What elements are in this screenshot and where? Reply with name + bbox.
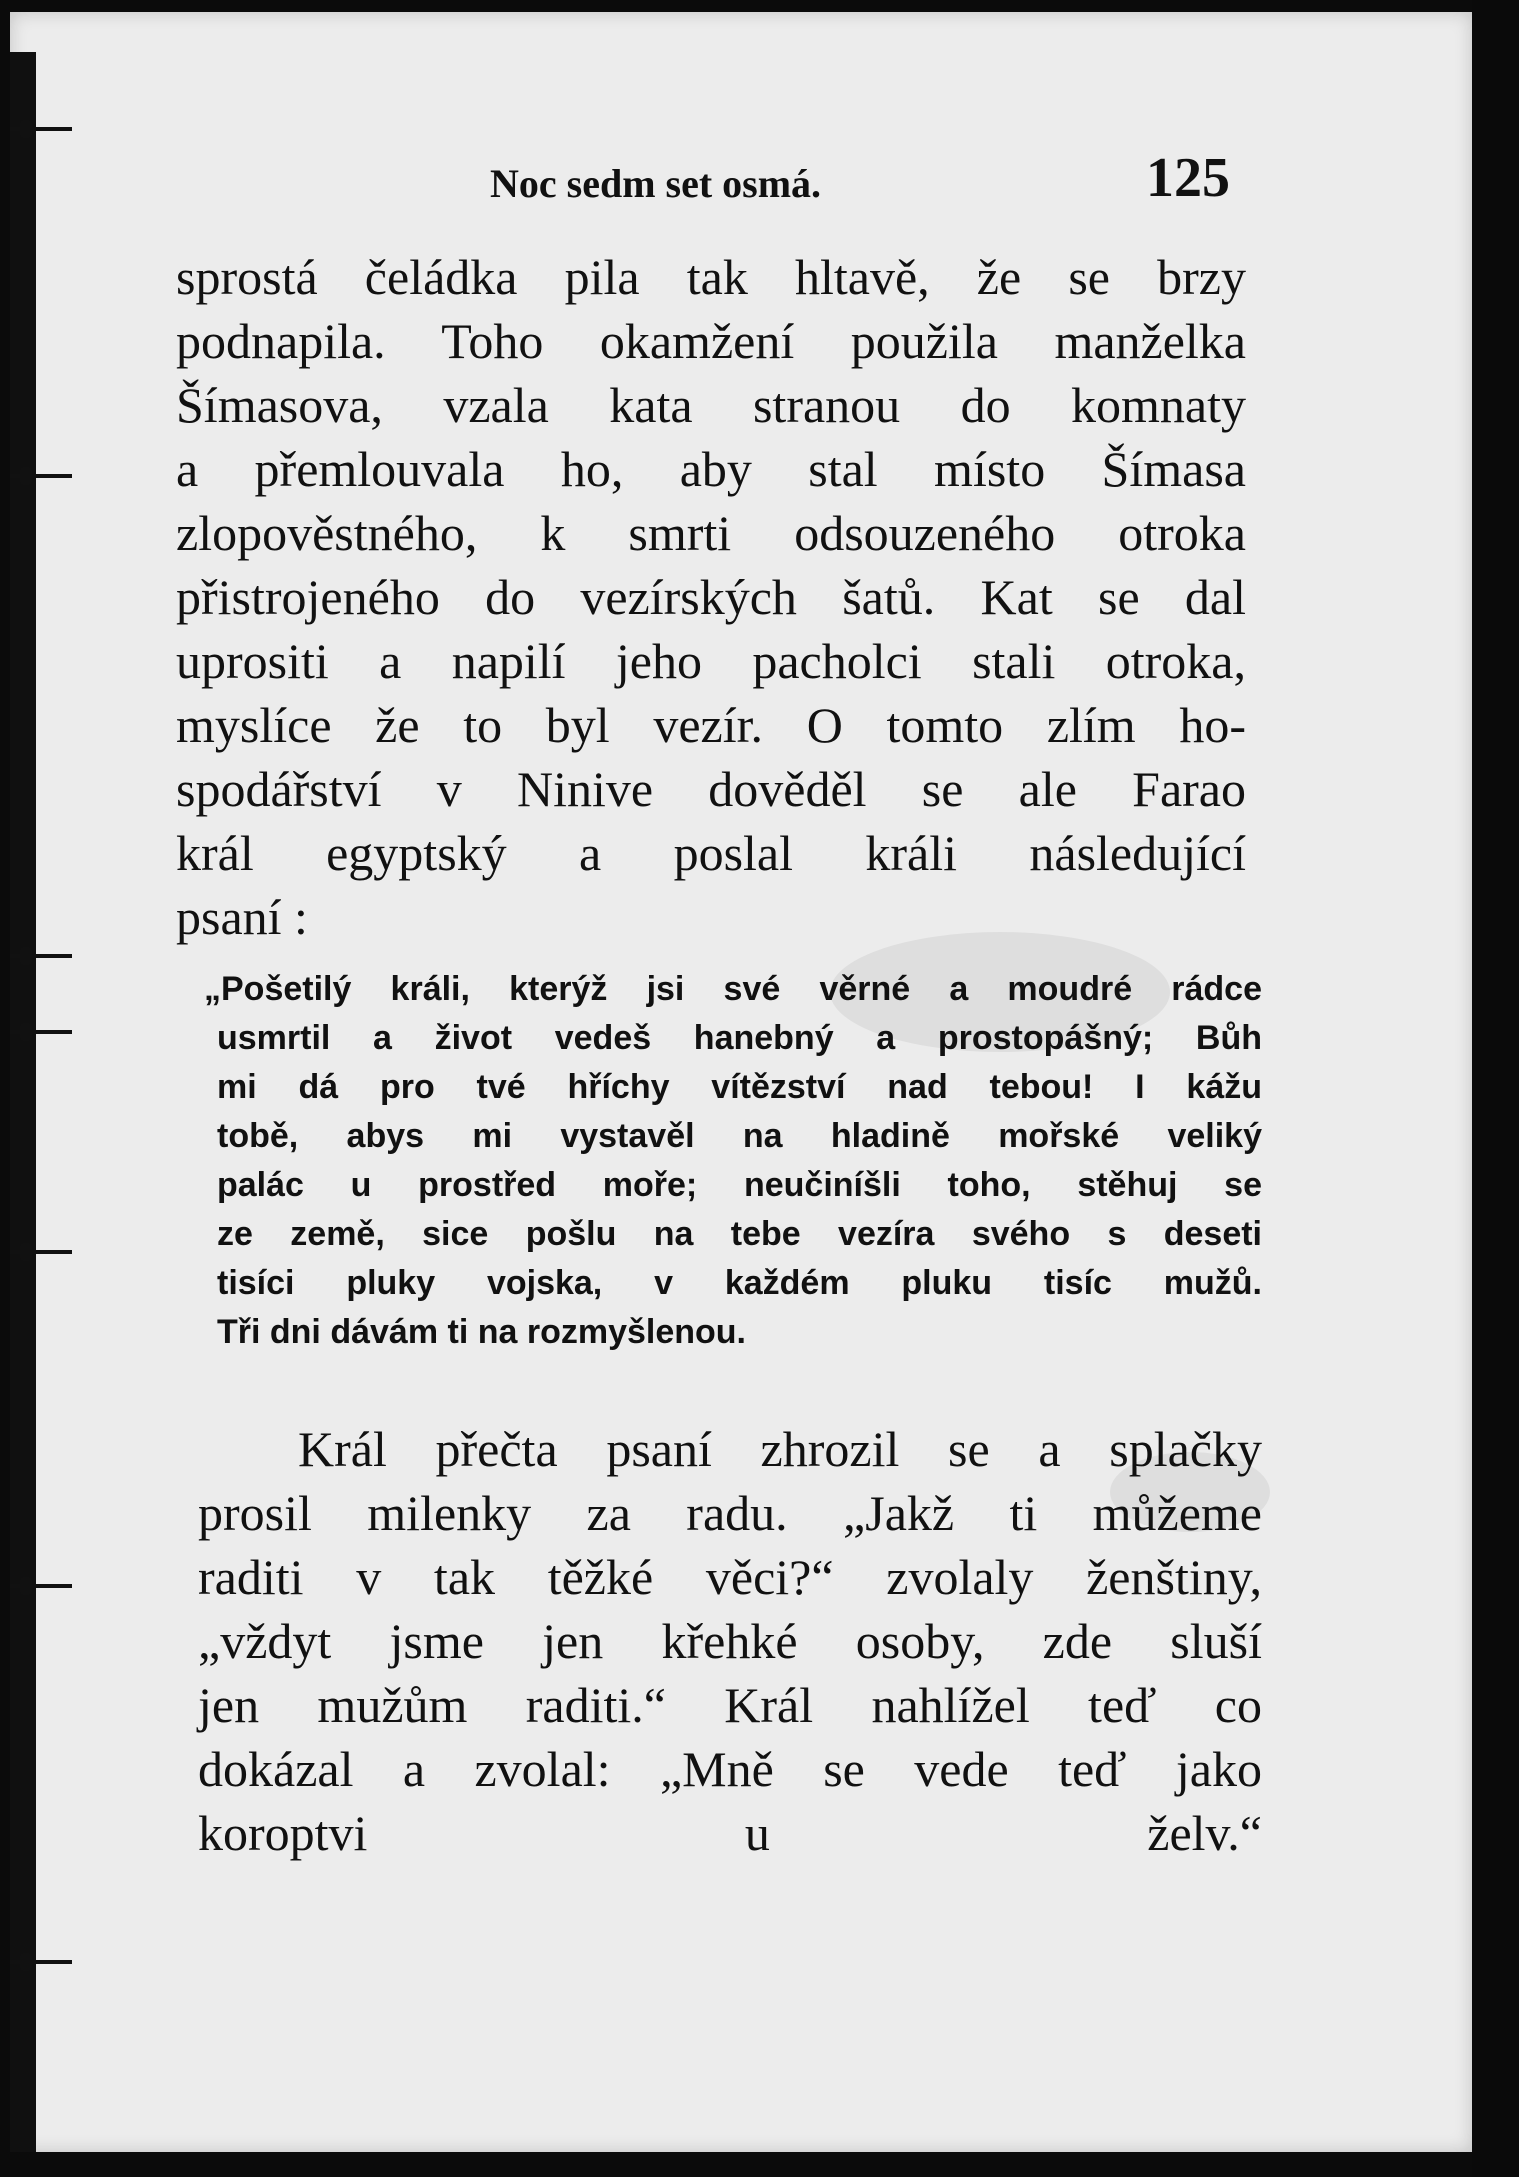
letter-line: „Pošetilý králi, kterýž jsi své věrné a moudré rádce — [204, 970, 1262, 1008]
text-line: sprostá čeládka pila tak hltavě, že se brzy — [176, 249, 1246, 305]
binding-thread — [10, 1030, 72, 1034]
text-line: přistrojeného do vezírských šatů. Kat se dal — [176, 569, 1246, 625]
text-line: král egyptský a poslal králi následující — [176, 825, 1246, 881]
letter-line: tobě, abys mi vystavěl na hladině mořské veliký — [217, 1117, 1262, 1155]
binding-edge — [10, 52, 36, 2152]
text-line: psaní : — [176, 889, 308, 945]
page-number: 125 — [1146, 147, 1230, 209]
page-paper — [10, 12, 1472, 2152]
text-line: spodářství v Ninive dověděl se ale Farao — [176, 761, 1246, 817]
binding-thread — [10, 1960, 72, 1964]
binding-thread — [10, 474, 72, 478]
letter-line: usmrtil a život vedeš hanebný a prostopášný; Bůh — [217, 1019, 1262, 1057]
binding-thread — [10, 1250, 72, 1254]
text-line: zlopověstného, k smrti odsouzeného otroka — [176, 505, 1246, 561]
text-line: podnapila. Toho okamžení použila manželka — [176, 313, 1246, 369]
text-line: a přemlouvala ho, aby stal místo Šímasa — [176, 441, 1246, 497]
running-title: Noc sedm set osmá. — [490, 161, 822, 206]
letter-line: ze země, sice pošlu na tebe vezíra svého s deseti — [217, 1215, 1262, 1253]
text-line: uprositi a napilí jeho pacholci stali otroka, — [176, 633, 1246, 689]
text-line: myslíce že to byl vezír. O tomto zlím ho- — [176, 697, 1246, 753]
text-line: jen mužům raditi.“ Král nahlížel teď co — [198, 1677, 1262, 1733]
page-header — [10, 130, 1472, 210]
letter-line: mi dá pro tvé hříchy vítězství nad tebou! I kážu — [217, 1068, 1262, 1106]
letter-line: Tři dni dávám ti na rozmyšlenou. — [217, 1313, 746, 1351]
text-line: „vždyt jsme jen křehké osoby, zde sluší — [198, 1613, 1262, 1669]
letter-line: palác u prostřed moře; neučiníšli toho, stěhuj se — [217, 1166, 1262, 1204]
binding-thread — [10, 954, 72, 958]
binding-thread — [10, 1584, 72, 1588]
text-line: dokázal a zvolal: „Mně se vede teď jako — [198, 1741, 1262, 1797]
text-line: Šímasova, vzala kata stranou do komnaty — [176, 377, 1246, 433]
text-line: raditi v tak těžké věci?“ zvolaly ženštiny, — [198, 1549, 1262, 1605]
text-line: prosil milenky za radu. „Jakž ti můžeme — [198, 1485, 1262, 1541]
text-line: koroptvi u želv.“ — [198, 1805, 1262, 1861]
scan-right-edge — [1472, 0, 1519, 2177]
letter-line: tisíci pluky vojska, v každém pluku tisíc mužů. — [217, 1264, 1262, 1302]
text-line: Král přečta psaní zhrozil se a splačky — [298, 1421, 1262, 1477]
